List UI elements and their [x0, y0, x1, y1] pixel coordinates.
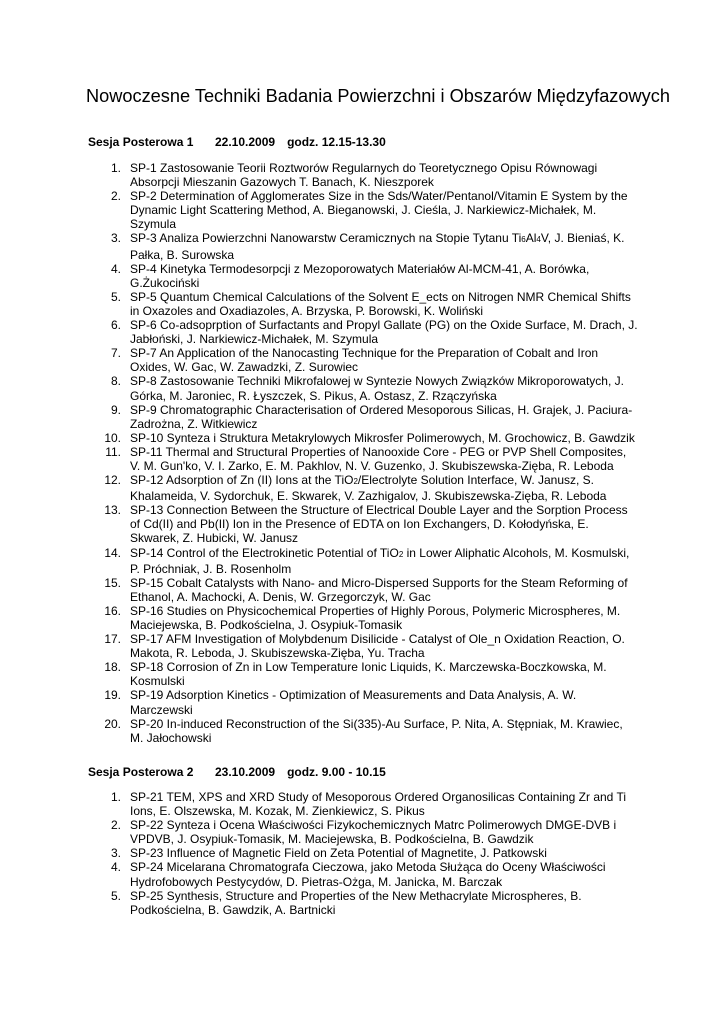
item-text: SP-9 Chromatographic Characterisation of Ordered Mesoporous Silicas, H. Grajek, J. Paciura-Zadrożna, Z. Witkiewicz — [130, 402, 633, 431]
item-number: 2. — [110, 818, 121, 833]
item-text: SP-13 Connection Between the Structure of Electrical Double Layer and the Sorption Process of Cd(II) and Pb(II) Ion in the Presence of EDTA on Ion Exchangers, D. Kołodyńska, E. Skwarek, Z. Hubicki, W. Janusz — [130, 503, 628, 546]
item-number: 18. — [104, 660, 121, 675]
poster-item — [88, 473, 638, 503]
item-number: 17. — [104, 632, 121, 647]
poster-item — [88, 445, 638, 473]
item-text: SP-19 Adsorption Kinetics - Optimization of Measurements and Data Analysis, A. W. Marczewski — [130, 688, 577, 717]
item-number: 1. — [110, 790, 121, 804]
item-text: SP-17 AFM Investigation of Molybdenum Disilicide - Catalyst of Ole_n Oxidation Reaction, O. Makota, R. Leboda, J. Skubiszewska-Zięba, Yu. Tracha — [130, 632, 625, 661]
poster-item — [88, 889, 638, 917]
session-2-heading — [88, 765, 386, 779]
item-text: SP-6 Co-adsoprption of Surfactants and Propyl Gallate (PG) on the Oxide Surface, M. Drach, J. Jabłoński, J. Narkiewicz-Michałek, M. Szymula — [130, 318, 638, 347]
poster-item — [88, 818, 638, 846]
poster-item — [88, 576, 638, 604]
session-1-poster-list — [88, 161, 638, 745]
item-number: 20. — [104, 716, 121, 731]
poster-item — [88, 790, 638, 818]
item-text: SP-4 Kinetyka Termodesorpcji z Mezoporowatych Materiałów Al-MCM-41, A. Borówka, G.Żukociński — [130, 261, 590, 290]
item-number: 3. — [110, 231, 121, 246]
item-text: V, J. Bieniaś, K. Pałka, B. Surowska — [130, 231, 625, 262]
item-number: 12. — [104, 473, 121, 488]
item-number: 2. — [110, 189, 121, 204]
item-text: Al — [525, 231, 537, 246]
session-2-poster-list — [88, 790, 638, 917]
poster-item — [88, 546, 638, 576]
item-text: SP-8 Zastosowanie Techniki Mikrofalowej w Syntezie Nowych Związków Mikroporowatych, J. Górka, M. Jaroniec, R. Łyszczek, S. Pikus, A. Ostasz, Z. Rzączyńska — [130, 374, 624, 403]
item-number: 13. — [104, 503, 121, 518]
session-1-heading — [88, 135, 386, 149]
poster-item — [88, 717, 638, 745]
session-date: 23.10.2009 — [215, 765, 276, 779]
item-text: SP-2 Determination of Agglomerates Size in the Sds/Water/Pentanol/Vitamin E System by the Dynamic Light Scattering Method, A. Bieganowski, J. Cieśla, J. Narkiewicz-Michałek, M. Szymula — [130, 189, 628, 232]
item-text: SP-18 Corrosion of Zn in Low Temperature Ionic Liquids, K. Marczewska-Boczkowska, M. Kosmulski — [130, 660, 607, 689]
session-label: Sesja Posterowa 2 — [88, 765, 194, 779]
poster-item — [88, 846, 638, 860]
item-number: 6. — [110, 318, 121, 333]
item-text: SP-11 Thermal and Structural Properties of Nanooxide Core - PEG or PVP Shell Composites, V. M. Gun'ko, V. I. Zarko, E. M. Pakhlov, N. V. Guzenko, J. Skubiszewska-Zięba, R. Leboda — [130, 444, 627, 473]
item-text: SP-3 Analiza Powierzchni Nanowarstw Ceramicznych na Stopie Tytanu Ti — [130, 231, 522, 246]
page-title: Nowoczesne Techniki Badania Powierzchni i Obszarów Międzyfazowych — [86, 86, 670, 106]
item-number: 4. — [110, 261, 121, 276]
item-number: 8. — [110, 374, 121, 389]
subscript: 4 — [536, 235, 541, 245]
poster-item — [88, 688, 638, 716]
poster-item — [88, 290, 638, 318]
item-text: SP-25 Synthesis, Structure and Properties of the New Methacrylate Microspheres, B. Podkościelna, B. Gawdzik, A. Bartnicki — [130, 888, 582, 917]
session-label: Sesja Posterowa 1 — [88, 135, 194, 149]
item-text: SP-22 Synteza i Ocena Właściwości Fizykochemicznych Matrc Polimerowych DMGE-DVB i VPDVB, J. Osypiuk-Tomasik, M. Maciejewska, B. Podkościelna, B. Gawdzik — [130, 818, 617, 847]
item-text: SP-7 An Application of the Nanocasting Technique for the Preparation of Cobalt and Iron Oxides, W. Gac, W. Zawadzki, Z. Surowiec — [130, 346, 599, 375]
session-time: godz. 12.15-13.30 — [287, 135, 386, 149]
poster-item — [88, 860, 638, 888]
item-text: in Lower Aliphatic Alcohols, M. Kosmulski, P. Próchniak, J. B. Rosenholm — [130, 545, 630, 576]
item-number: 7. — [110, 346, 121, 361]
item-text: /Electrolyte Solution Interface, W. Janusz, S. Khalameida, V. Sydorchuk, E. Skwarek, V. Zazhigalov, J. Skubiszewska-Zięba, R. Leboda — [130, 473, 607, 504]
poster-item — [88, 374, 638, 402]
item-number: 5. — [110, 888, 121, 903]
poster-item — [88, 161, 638, 189]
poster-item — [88, 604, 638, 632]
item-number: 19. — [104, 688, 121, 703]
session-time: godz. 9.00 - 10.15 — [287, 765, 386, 779]
item-text: SP-12 Adsorption of Zn (II) Ions at the TiO — [130, 473, 354, 488]
poster-item — [88, 262, 638, 290]
item-text: SP-24 Micelarana Chromatografa Cieczowa, jako Metoda Służąca do Oceny Właściwości Hydrofobowych Pestycydów, D. Pietras-Ożga, M. Janicka, M. Barczak — [130, 860, 606, 889]
item-text: SP-16 Studies on Physicochemical Properties of Highly Porous, Polymeric Microspheres, M. Maciejewska, B. Podkościelna, J. Osypiuk-Tomasik — [130, 603, 621, 632]
poster-item — [88, 503, 638, 545]
item-text: SP-14 Control of the Electrokinetic Potential of TiO — [130, 545, 399, 560]
item-number: 9. — [110, 402, 121, 417]
poster-item — [88, 318, 638, 346]
item-text: SP-1 Zastosowanie Teorii Roztworów Regularnych do Teoretycznego Opisu Równowagi Absorpcji Mieszanin Gazowych T. Banach, K. Nieszporek — [130, 161, 598, 190]
subscript: 2 — [398, 549, 404, 559]
poster-item — [88, 403, 638, 431]
session-date: 22.10.2009 — [215, 135, 276, 149]
item-number: 3. — [110, 846, 121, 861]
item-number: 14. — [104, 545, 121, 560]
subscript: 6 — [521, 235, 526, 245]
poster-item — [88, 189, 638, 231]
poster-item — [88, 632, 638, 660]
item-text: SP-10 Synteza i Struktura Metakrylowych Mikrosfer Polimerowych, M. Grochowicz, B. Gawdzik — [130, 430, 635, 445]
item-number: 4. — [110, 860, 121, 875]
item-number: 11. — [105, 444, 121, 459]
item-number: 1. — [110, 161, 121, 175]
poster-item — [88, 346, 638, 374]
subscript: 2 — [353, 477, 358, 487]
item-text: SP-15 Cobalt Catalysts with Nano- and Micro-Dispersed Supports for the Steam Reforming of Ethanol, A. Machocki, A. Denis, W. Grzegorczyk, W. Gac — [130, 575, 628, 604]
item-number: 15. — [104, 575, 121, 590]
item-text: SP-5 Quantum Chemical Calculations of the Solvent E_ects on Nitrogen NMR Chemical Shifts in Oxazoles and Oxadiazoles, A. Brzyska, P. Borowski, K. Woliński — [130, 289, 631, 318]
item-number: 16. — [104, 603, 121, 618]
poster-item — [88, 660, 638, 688]
poster-item — [88, 231, 638, 261]
item-text: SP-23 Influence of Magnetic Field on Zeta Potential of Magnetite, J. Patkowski — [130, 846, 547, 861]
item-number: 10. — [104, 430, 121, 445]
item-text: SP-21 TEM, XPS and XRD Study of Mesoporous Ordered Organosilicas Containing Zr and Ti Ions, E. Olszewska, M. Kozak, M. Zienkiewicz, S. Pikus — [130, 790, 627, 819]
item-text: SP-20 In-induced Reconstruction of the Si(335)-Au Surface, P. Nita, A. Stępniak, M. Krawiec, M. Jałochowski — [130, 716, 623, 745]
poster-item — [88, 431, 638, 445]
item-number: 5. — [110, 289, 121, 304]
